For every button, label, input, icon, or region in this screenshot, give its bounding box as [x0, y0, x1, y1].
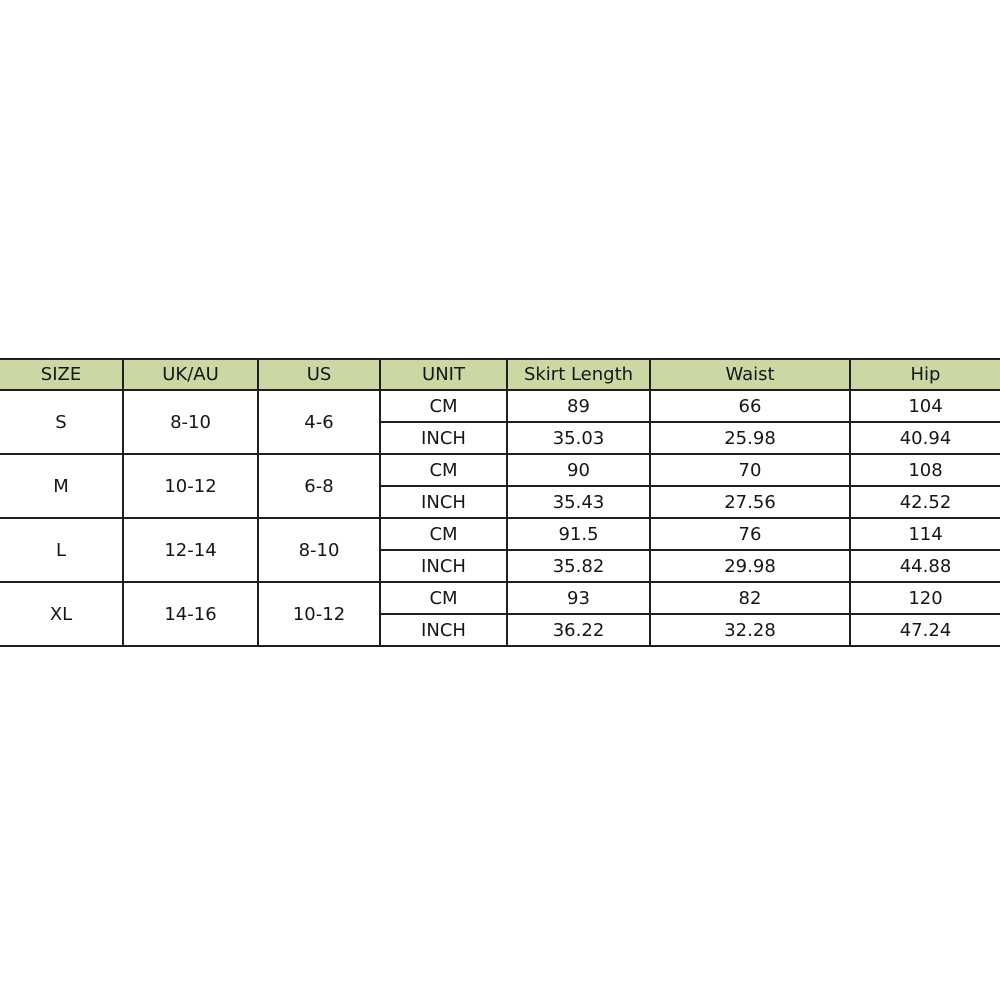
- value-cell: 40.94: [850, 422, 1000, 454]
- value-cell: 70: [650, 454, 850, 486]
- value-cell: 44.88: [850, 550, 1000, 582]
- column-header-size: SIZE: [0, 359, 123, 390]
- value-cell: 120: [850, 582, 1000, 614]
- value-cell: 42.52: [850, 486, 1000, 518]
- value-cell: 36.22: [507, 614, 650, 646]
- value-cell: 82: [650, 582, 850, 614]
- value-cell: 89: [507, 390, 650, 422]
- table-row: [0, 454, 1000, 486]
- ukau-cell: 14-16: [123, 582, 258, 646]
- header-row: [0, 359, 1000, 390]
- value-cell: 76: [650, 518, 850, 550]
- column-header-hip: Hip: [850, 359, 1000, 390]
- us-cell: 8-10: [258, 518, 380, 582]
- ukau-cell: 12-14: [123, 518, 258, 582]
- column-header-unit: UNIT: [380, 359, 507, 390]
- unit-cell: CM: [380, 582, 507, 614]
- value-cell: 35.43: [507, 486, 650, 518]
- unit-cell: CM: [380, 454, 507, 486]
- column-header-us: US: [258, 359, 380, 390]
- ukau-cell: 10-12: [123, 454, 258, 518]
- value-cell: 93: [507, 582, 650, 614]
- us-cell: 4-6: [258, 390, 380, 454]
- unit-cell: INCH: [380, 422, 507, 454]
- value-cell: 32.28: [650, 614, 850, 646]
- value-cell: 66: [650, 390, 850, 422]
- value-cell: 91.5: [507, 518, 650, 550]
- value-cell: 114: [850, 518, 1000, 550]
- value-cell: 47.24: [850, 614, 1000, 646]
- unit-cell: CM: [380, 390, 507, 422]
- value-cell: 25.98: [650, 422, 850, 454]
- size-cell: M: [0, 454, 123, 518]
- value-cell: 35.82: [507, 550, 650, 582]
- unit-cell: INCH: [380, 486, 507, 518]
- value-cell: 35.03: [507, 422, 650, 454]
- unit-cell: INCH: [380, 550, 507, 582]
- us-cell: 10-12: [258, 582, 380, 646]
- us-cell: 6-8: [258, 454, 380, 518]
- size-chart-table: [0, 358, 1000, 647]
- value-cell: 108: [850, 454, 1000, 486]
- table-row: [0, 390, 1000, 422]
- size-cell: S: [0, 390, 123, 454]
- column-header-ukau: UK/AU: [123, 359, 258, 390]
- column-header-skirt-length: Skirt Length: [507, 359, 650, 390]
- size-cell: XL: [0, 582, 123, 646]
- column-header-waist: Waist: [650, 359, 850, 390]
- table-row: [0, 582, 1000, 614]
- ukau-cell: 8-10: [123, 390, 258, 454]
- value-cell: 90: [507, 454, 650, 486]
- unit-cell: INCH: [380, 614, 507, 646]
- value-cell: 27.56: [650, 486, 850, 518]
- table-row: [0, 518, 1000, 550]
- value-cell: 104: [850, 390, 1000, 422]
- value-cell: 29.98: [650, 550, 850, 582]
- size-cell: L: [0, 518, 123, 582]
- unit-cell: CM: [380, 518, 507, 550]
